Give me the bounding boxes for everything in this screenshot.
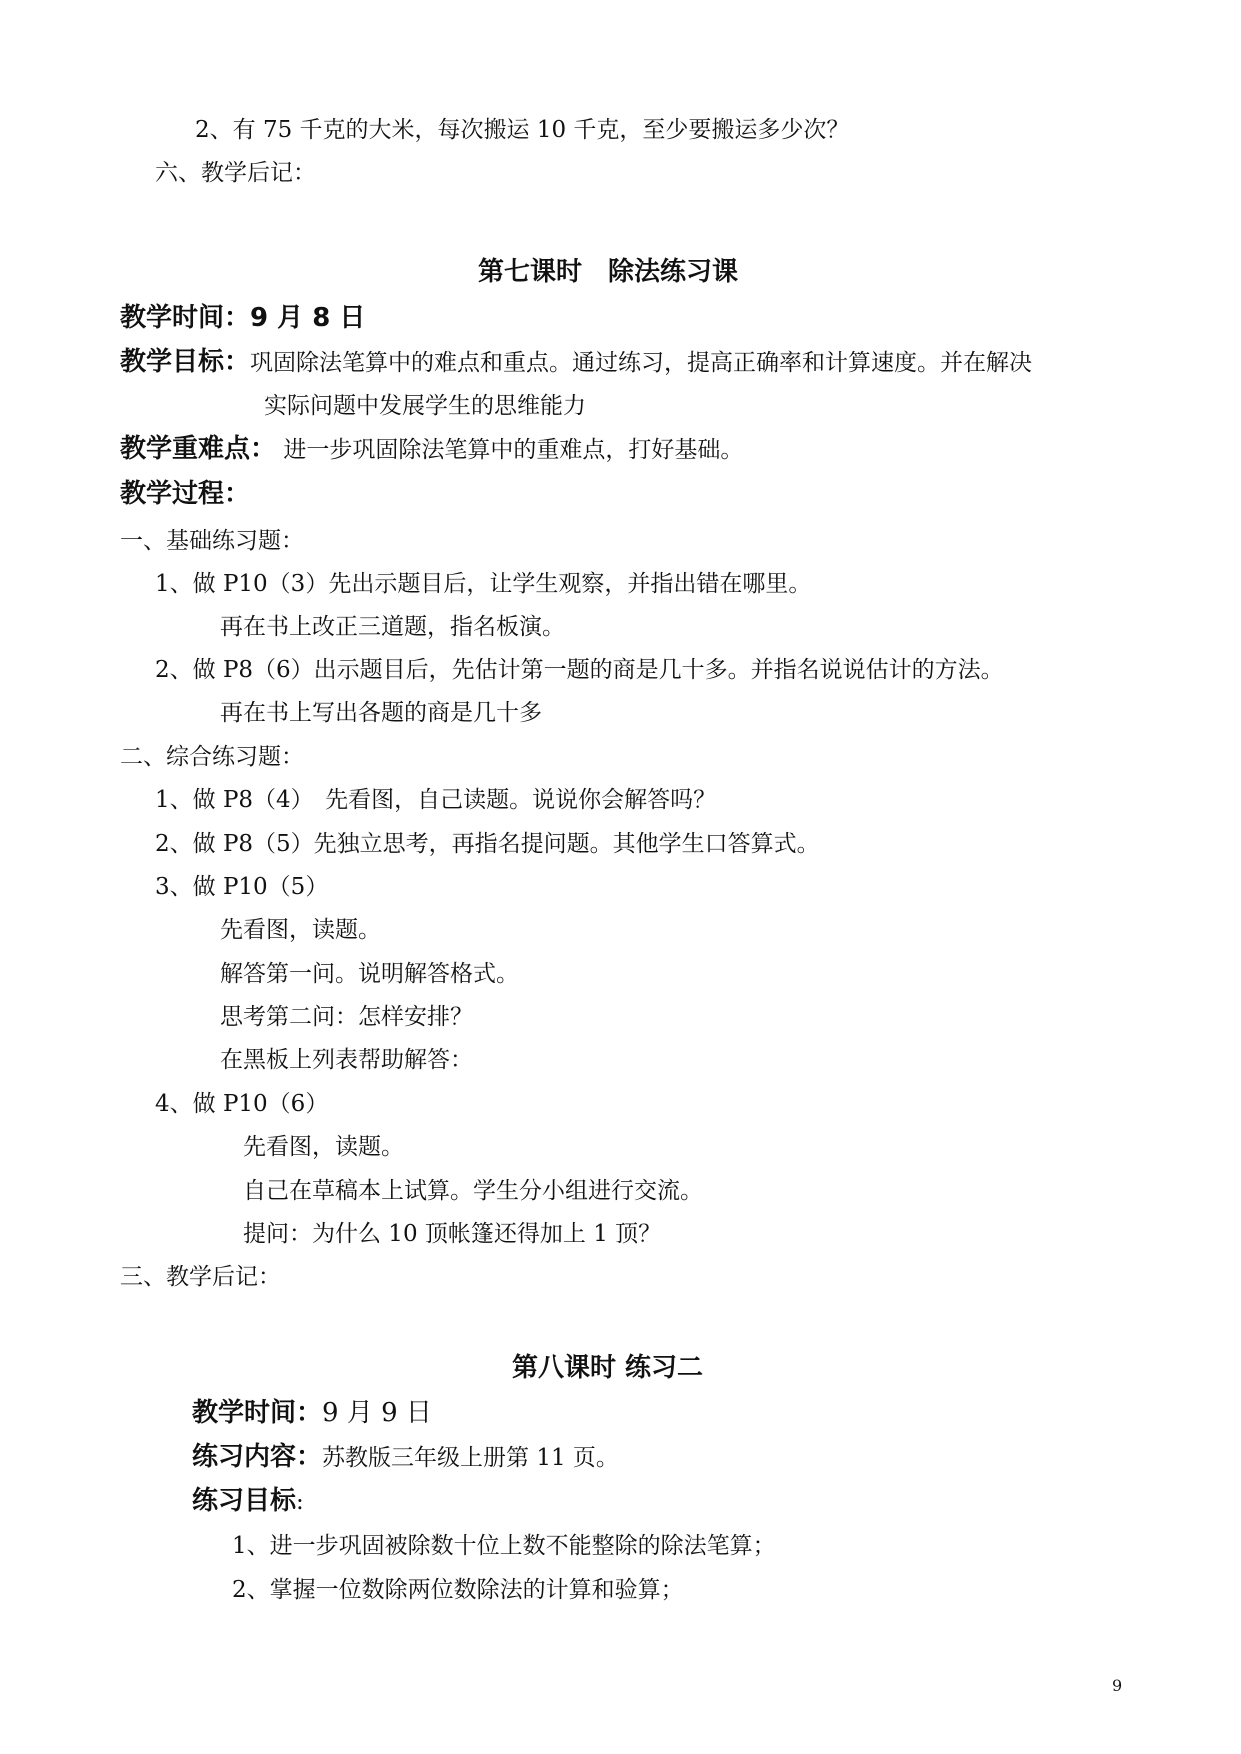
- section-postscript-6: 六、教学后记：: [155, 160, 316, 186]
- lesson7-section3: 三、教学后记：: [120, 1264, 281, 1290]
- lesson7-title: 第七课时 除法练习课: [478, 257, 739, 287]
- lesson8-title: 第八课时 练习二: [512, 1353, 704, 1383]
- lesson8-time-value: 9 月 9 日: [322, 1398, 432, 1428]
- lesson7-item-1-1: 1、做 P10（3）先出示题目后，让学生观察，并指出错在哪里。: [155, 571, 812, 597]
- lesson7-key-label: 教学重难点：: [120, 434, 277, 464]
- lesson8-goal-row: [192, 1485, 304, 1518]
- lesson8-content-label: 练习内容：: [192, 1442, 323, 1472]
- lesson7-time-label: 教学时间：: [120, 303, 251, 333]
- lesson7-item-2-4a: 先看图，读题。: [243, 1134, 404, 1160]
- lesson7-goal-row: [120, 346, 1032, 379]
- lesson7-item-2-3b: 解答第一问。说明解答格式。: [220, 961, 519, 987]
- lesson7-item-1-2b: 再在书上写出各题的商是几十多: [220, 700, 542, 726]
- lesson7-key-row: [120, 433, 743, 466]
- lesson8-content-row: [192, 1441, 619, 1474]
- lesson7-item-2-4b: 自己在草稿本上试算。学生分小组进行交流。: [243, 1178, 703, 1204]
- practice-question-2: 2、有 75 千克的大米，每次搬运 10 千克，至少要搬运多少次？: [195, 117, 850, 143]
- lesson7-item-2-4: 4、做 P10（6）: [155, 1091, 329, 1117]
- lesson7-item-1-2: 2、做 P8（6）出示题目后，先估计第一题的商是几十多。并指名说说估计的方法。: [155, 657, 1004, 683]
- lesson7-item-2-1: 1、做 P8（4） 先看图，自己读题。说说你会解答吗？: [155, 787, 717, 813]
- lesson7-goal-label: 教学目标：: [120, 347, 251, 377]
- lesson7-item-2-3d: 在黑板上列表帮助解答：: [220, 1047, 473, 1073]
- lesson8-time-label: 教学时间：: [192, 1398, 323, 1428]
- lesson7-goal-line1: 巩固除法笔算中的难点和重点。通过练习，提高正确率和计算速度。并在解决: [250, 350, 1033, 376]
- lesson8-goal-label: 练习目标: [192, 1486, 297, 1516]
- lesson7-item-2-4c: 提问：为什么 10 顶帐篷还得加上 1 顶？: [243, 1221, 662, 1247]
- lesson7-item-2-3: 3、做 P10（5）: [155, 874, 329, 900]
- lesson8-time-row: [192, 1397, 432, 1429]
- lesson7-section1: 一、基础练习题：: [120, 528, 304, 554]
- page-number: 9: [1112, 1676, 1123, 1695]
- lesson8-goal-colon: :: [296, 1489, 304, 1515]
- lesson7-key-value: 进一步巩固除法笔算中的重难点，打好基础。: [283, 437, 744, 463]
- lesson7-item-2-2: 2、做 P8（5）先独立思考，再指名提问题。其他学生口答算式。: [155, 831, 820, 857]
- lesson7-item-2-3c: 思考第二问：怎样安排？: [220, 1004, 473, 1030]
- lesson7-item-1-1b: 再在书上改正三道题，指名板演。: [220, 614, 565, 640]
- lesson7-goal-line2: 实际问题中发展学生的思维能力: [264, 393, 586, 419]
- lesson7-section2: 二、综合练习题：: [120, 744, 304, 770]
- lesson7-time-value: 9 月 8 日: [250, 303, 366, 333]
- lesson8-content-value: 苏教版三年级上册第 11 页。: [322, 1445, 619, 1471]
- lesson8-goal-1: 1、进一步巩固被除数十位上数不能整除的除法笔算；: [232, 1533, 776, 1559]
- lesson7-item-2-3a: 先看图，读题。: [220, 917, 381, 943]
- lesson7-process-label: 教学过程：: [120, 479, 251, 509]
- lesson7-time-row: [120, 302, 365, 334]
- lesson8-goal-2: 2、掌握一位数除两位数除法的计算和验算；: [232, 1577, 684, 1603]
